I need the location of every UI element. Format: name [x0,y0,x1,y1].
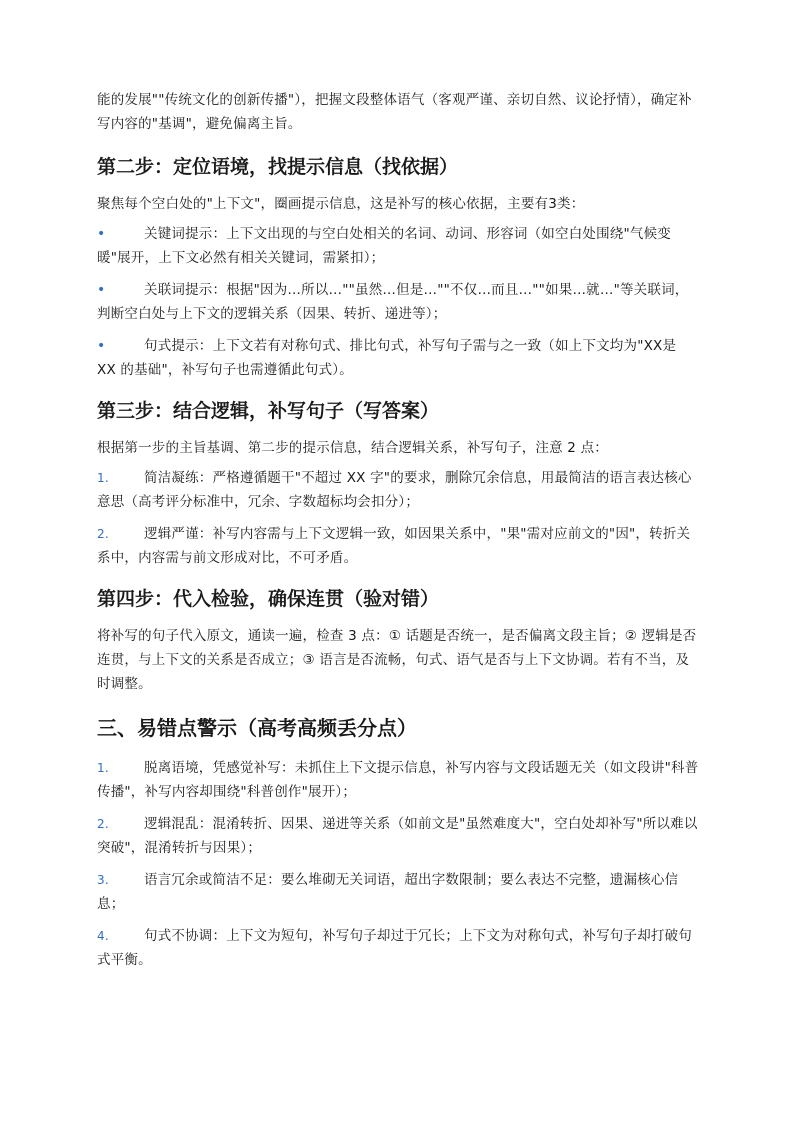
bullet-icon: • [97,282,106,298]
list-item [97,812,699,860]
section3-list [97,756,699,972]
list-item-text: 关联词提示：根据"因为…所以…""虽然…但是…""不仅…而且…""如果…就…"等关联词，判断空白处与上下文的逻辑关系（因果、转折、递进等）； [97,282,689,322]
list-number: 2. [97,527,109,541]
step2-heading: 第二步：定位语境，找提示信息（找依据） [97,156,459,178]
bullet-icon: • [97,226,106,242]
list-item [97,278,699,326]
list-item-text: 语言冗余或简洁不足：要么堆砌无关词语，超出字数限制；要么表达不完整，遗漏核心信息； [97,872,679,912]
list-number: 1. [97,761,109,775]
list-item [97,466,699,514]
list-item [97,334,699,382]
step2-list [97,222,699,382]
step3-list [97,466,699,570]
list-item [97,222,699,270]
list-number: 3. [97,873,109,887]
step2-lead: 聚焦每个空白处的"上下文"，圈画提示信息，这是补写的核心依据，主要有3类： [97,196,585,212]
list-item-text: 关键词提示：上下文出现的与空白处相关的名词、动词、形容词（如空白处围绕"气候变暖"展开，上下文必然有相关关键词，需紧扣）； [97,226,672,266]
list-item-text: 脱离语境，凭感觉补写：未抓住上下文提示信息，补写内容与文段话题无关（如文段讲"科普传播"，补写内容却围绕"科普创作"展开）； [97,760,699,800]
list-number: 1. [97,471,109,485]
list-item-text: 句式提示：上下文若有对称句式、排比句式，补写句子需与之一致（如上下文均为"XX是 XX 的基础"，补写句子也需遵循此句式）。 [97,338,677,378]
step3-lead: 根据第一步的主旨基调、第二步的提示信息，结合逻辑关系，补写句子，注意 2 点： [97,440,608,456]
bullet-icon: • [97,338,106,354]
list-item [97,522,699,570]
document-page [97,88,699,988]
list-item [97,756,699,804]
section3-heading: 三、易错点警示（高考高频丢分点） [97,716,417,740]
list-item-text: 逻辑混乱：混淆转折、因果、递进等关系（如前文是"虽然难度大"，空白处却补写"所以难以突破"，混淆转折与因果）； [97,816,698,856]
list-item-text: 简洁凝练：严格遵循题干"不超过 XX 字"的要求，删除冗余信息，用最简洁的语言表达核心意思（高考评分标准中，冗余、字数超标均会扣分）； [97,470,692,510]
step3-heading: 第三步：结合逻辑，补写句子（写答案） [97,400,440,422]
list-item-text: 句式不协调：上下文为短句，补写句子却过于冗长；上下文为对称句式，补写句子却打破句式平衡。 [97,928,692,968]
step4-paragraph: 将补写的句子代入原文，通读一遍，检查 3 点：① 话题是否统一，是否偏离文段主旨；② 逻辑是否连贯，与上下文的关系是否成立；③ 语言是否流畅，句式、语气是否与上下文协调。若有不当，及时调整。 [97,628,697,692]
list-item [97,868,699,916]
list-item-text: 逻辑严谨：补写内容需与上下文逻辑一致，如因果关系中，"果"需对应前文的"因"，转折关系中，内容需与前文形成对比，不可矛盾。 [97,526,691,566]
list-item [97,924,699,972]
intro-paragraph: 能的发展""传统文化的创新传播"），把握文段整体语气（客观严谨、亲切自然、议论抒情），确定补写内容的"基调"，避免偏离主旨。 [97,92,692,132]
step4-heading: 第四步：代入检验，确保连贯（验对错） [97,588,440,610]
list-number: 2. [97,817,109,831]
list-number: 4. [97,929,109,943]
